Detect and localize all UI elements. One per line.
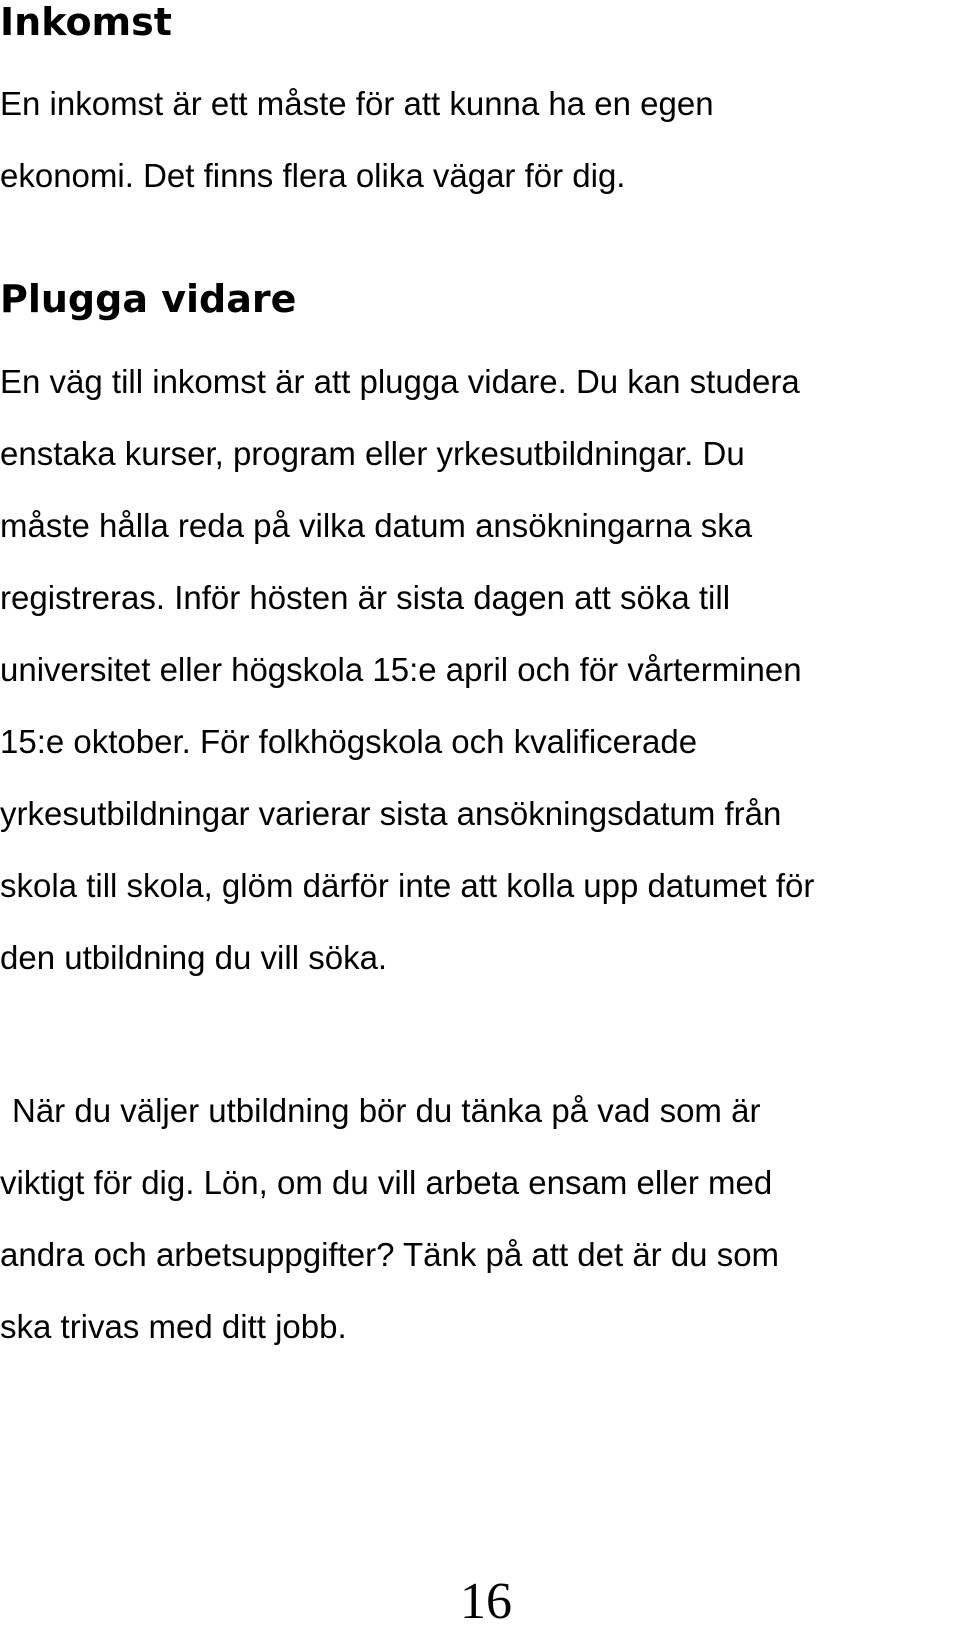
paragraph-inkomst <box>0 68 714 212</box>
text-line: enstaka kurser, program eller yrkesutbildningar. Du <box>0 435 745 472</box>
page-number: 16 <box>460 1573 512 1630</box>
text-line: En inkomst är ett måste för att kunna ha en egen <box>0 85 714 122</box>
text-line: När du väljer utbildning bör du tänka på vad som är <box>12 1092 761 1129</box>
text-line: ekonomi. Det finns flera olika vägar för dig. <box>0 157 626 194</box>
text-line: En väg till inkomst är att plugga vidare. Du kan studera <box>0 363 800 400</box>
text-line: den utbildning du vill söka. <box>0 939 388 976</box>
text-line: viktigt för dig. Lön, om du vill arbeta ensam eller med <box>0 1164 773 1201</box>
heading-plugga-vidare: Plugga vidare <box>0 277 297 321</box>
paragraph-plugga-vidare <box>0 346 814 994</box>
text-line: yrkesutbildningar varierar sista ansökningsdatum från <box>0 795 782 832</box>
text-line: måste hålla reda på vilka datum ansökningarna ska <box>0 507 753 544</box>
text-line: skola till skola, glöm därför inte att kolla upp datumet för <box>0 867 815 904</box>
heading-inkomst: Inkomst <box>0 0 172 44</box>
text-line: andra och arbetsuppgifter? Tänk på att det är du som <box>0 1236 780 1273</box>
paragraph-valja-utbildning <box>0 1075 780 1363</box>
text-line: universitet eller högskola 15:e april och för vårterminen <box>0 651 802 688</box>
text-line: 15:e oktober. För folkhögskola och kvalificerade <box>0 723 698 760</box>
text-line: registreras. Inför hösten är sista dagen att söka till <box>0 579 731 616</box>
text-line: ska trivas med ditt jobb. <box>0 1308 347 1345</box>
